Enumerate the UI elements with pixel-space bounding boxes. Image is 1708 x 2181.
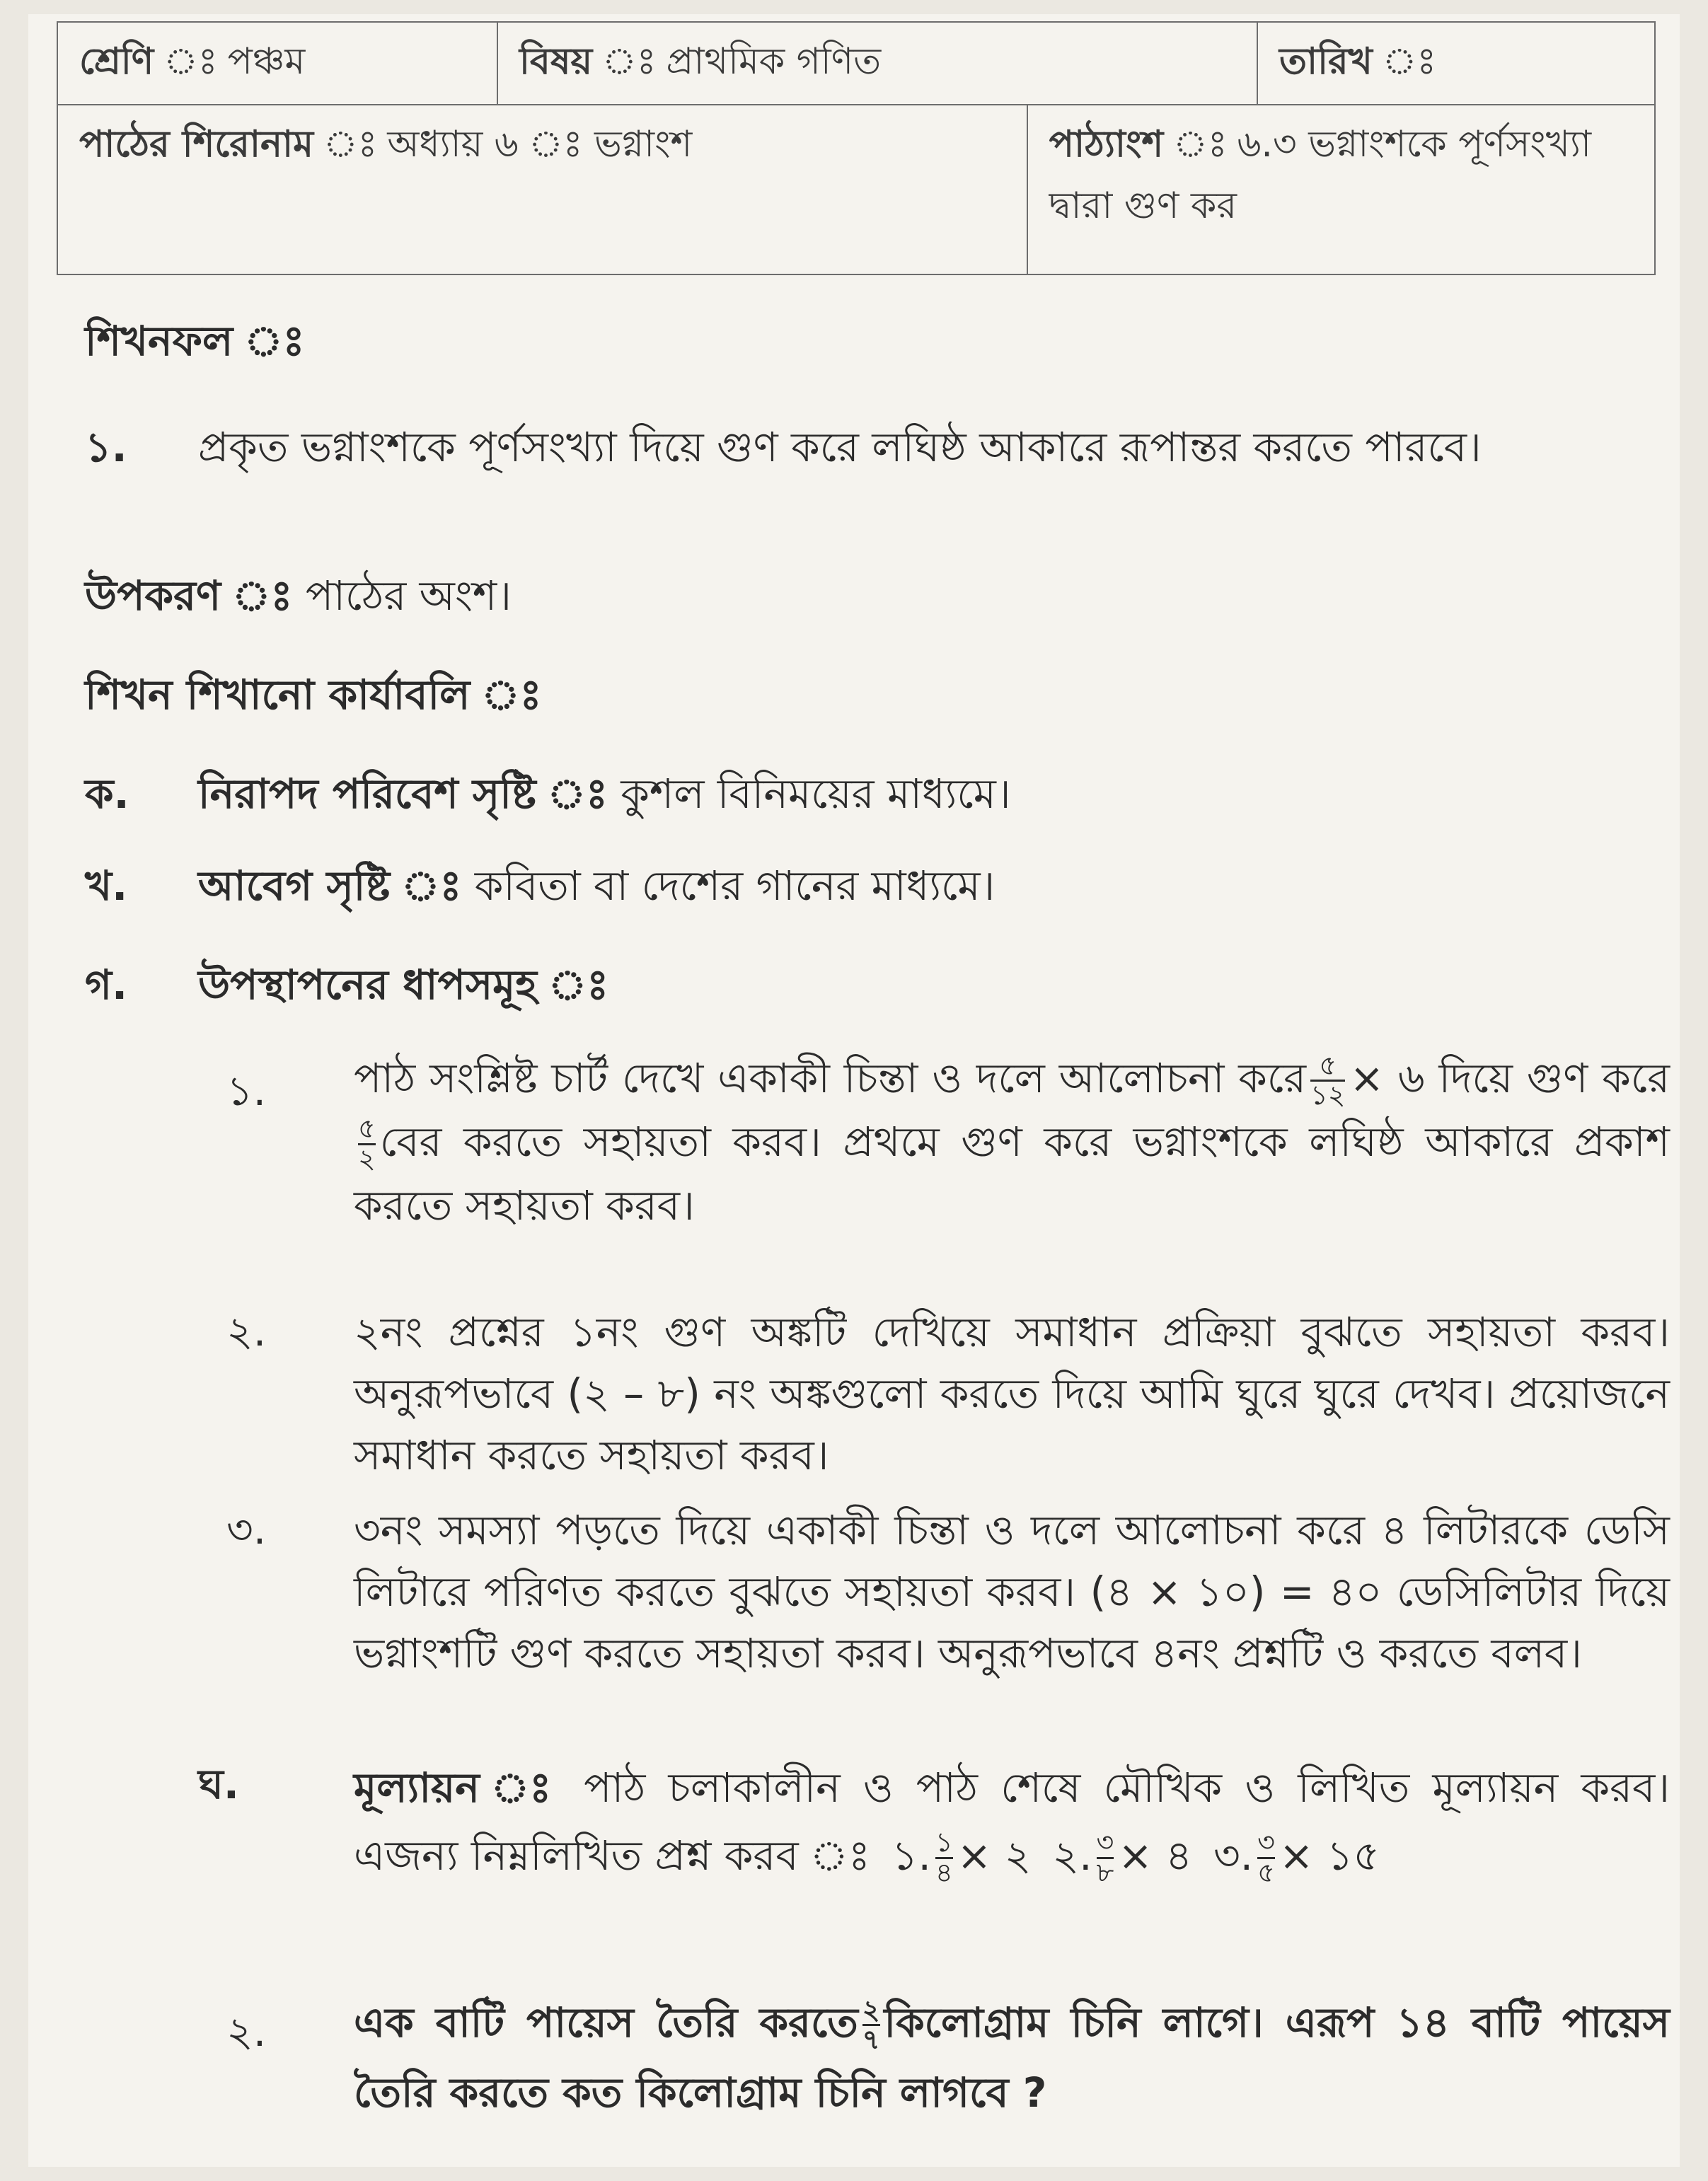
- step-2-number: ২.: [226, 1307, 267, 1355]
- outcomes-heading: শিখনফল ঃ: [85, 317, 305, 365]
- activities-heading: শিখন শিখানো কার্যাবলি ঃ: [85, 671, 542, 719]
- question-1: ১. $\frac{১}{৪}$ × ২: [891, 1827, 1032, 1889]
- step-2-text: ২নং প্রশ্নের ১নং গুণ অঙ্কটি দেখিয়ে সমাধান প্রক্রিয়া বুঝতে সহায়তা করব। অনুরূপভাবে (২ – ৮) নং অঙ্কগুলো করতে দিয়ে আমি ঘুরে ঘুরে দেখব। প্রয়োজনে সমাধান করতে সহায়তা করব।: [354, 1308, 1670, 1479]
- ka-mark: ক.: [85, 770, 129, 818]
- lesson-part-cell: পাঠ্যাংশ ঃ ৬.৩ ভগ্নাংশকে পূর্ণসংখ্যা দ্বারা গুণ কর: [1027, 105, 1655, 274]
- materials: উপকরণ ঃ পাঠের অংশ।: [85, 572, 512, 620]
- question-3: ৩. $\frac{৩}{৫}$ × ১৫: [1213, 1827, 1380, 1889]
- step-3-text: ৩নং সমস্যা পড়তে দিয়ে একাকী চিন্তা ও দলে আলোচনা করে ৪ লিটারকে ডেসি লিটারে পরিণত করতে বুঝতে সহায়তা করব। (৪ × ১০) = ৪০ ডেসিলিটার দিয়ে ভগ্নাংশটি গুণ করতে সহায়তা করব। অনুরূপভাবে ৪নং প্রশ্নটি ও করতে বলব।: [354, 1506, 1670, 1677]
- lesson-title-cell: পাঠের শিরোনাম ঃ অধ্যায় ৬ ঃ ভগ্নাংশ: [57, 105, 1027, 274]
- outcome-number: ১.: [85, 423, 127, 471]
- fraction-5-12: $\frac{৫}{১২}$: [1310, 1049, 1346, 1111]
- presentation-steps-heading: উপস্থাপনের ধাপসমূহ ঃ: [198, 961, 609, 1009]
- fraction-2-7: $\frac{২}{৭}$: [862, 1994, 880, 2056]
- problem-2-number: ২.: [226, 2008, 267, 2056]
- step-1-text: পাঠ সংশ্লিষ্ট চার্ট দেখে একাকী চিন্তা ও দলে আলোচনা করে $\frac{৫}{১২}$ × ৬ দিয়ে গুণ করে $\frac{৫}{২}$ বের করতে সহায়তা করব। প্রথমে গুণ করে ভগ্নাংশকে লঘিষ্ঠ আকারে প্রকাশ করতে সহায়তা করব।: [354, 1049, 1670, 1230]
- fraction-5-2: $\frac{৫}{২}$: [358, 1113, 376, 1175]
- safe-environment: নিরাপদ পরিবেশ সৃষ্টি ঃ কুশল বিনিময়ের মাধ্যমে।: [198, 770, 1011, 818]
- subject-cell: বিষয় ঃ প্রাথমিক গণিত: [497, 22, 1257, 105]
- step-1-number: ১.: [226, 1067, 267, 1115]
- lesson-header-table: [57, 21, 1656, 275]
- class-cell: শ্রেণি ঃ পঞ্চম: [57, 22, 497, 105]
- gha-mark: ঘ.: [198, 1760, 239, 1808]
- question-2: ২. $\frac{৩}{৮}$ × ৪: [1052, 1827, 1192, 1889]
- outcome-text: প্রকৃত ভগ্নাংশকে পূর্ণসংখ্যা দিয়ে গুণ করে লঘিষ্ঠ আকারে রূপান্তর করতে পারবে।: [198, 423, 1482, 471]
- evaluation-text: মূল্যায়ন ঃ পাঠ চলাকালীন ও পাঠ শেষে মৌখিক ও লিখিত মূল্যায়ন করব। এজন্য নিম্নলিখিত প্রশ্ন করব ঃ ১. $\frac{১}{৪}$ × ২ ২. $\frac{৩}{৮}$ × ৪ ৩. $\frac{৩}{৫}$ × ১৫: [354, 1764, 1671, 1889]
- ga-mark: গ.: [85, 961, 128, 1009]
- step-3-number: ৩.: [226, 1505, 267, 1554]
- problem-2-text: এক বাটি পায়েস তৈরি করতে $\frac{২}{৭}$ কিলোগ্রাম চিনি লাগে। এরূপ ১৪ বাটি পায়েস তৈরি করতে কত কিলোগ্রাম চিনি লাগবে ?: [354, 1994, 1670, 2117]
- kha-mark: খ.: [85, 862, 128, 910]
- page: [28, 14, 1680, 2167]
- date-cell: তারিখ ঃ: [1257, 22, 1655, 105]
- emotion-creation: আবেগ সৃষ্টি ঃ কবিতা বা দেশের গানের মাধ্যমে।: [198, 862, 996, 910]
